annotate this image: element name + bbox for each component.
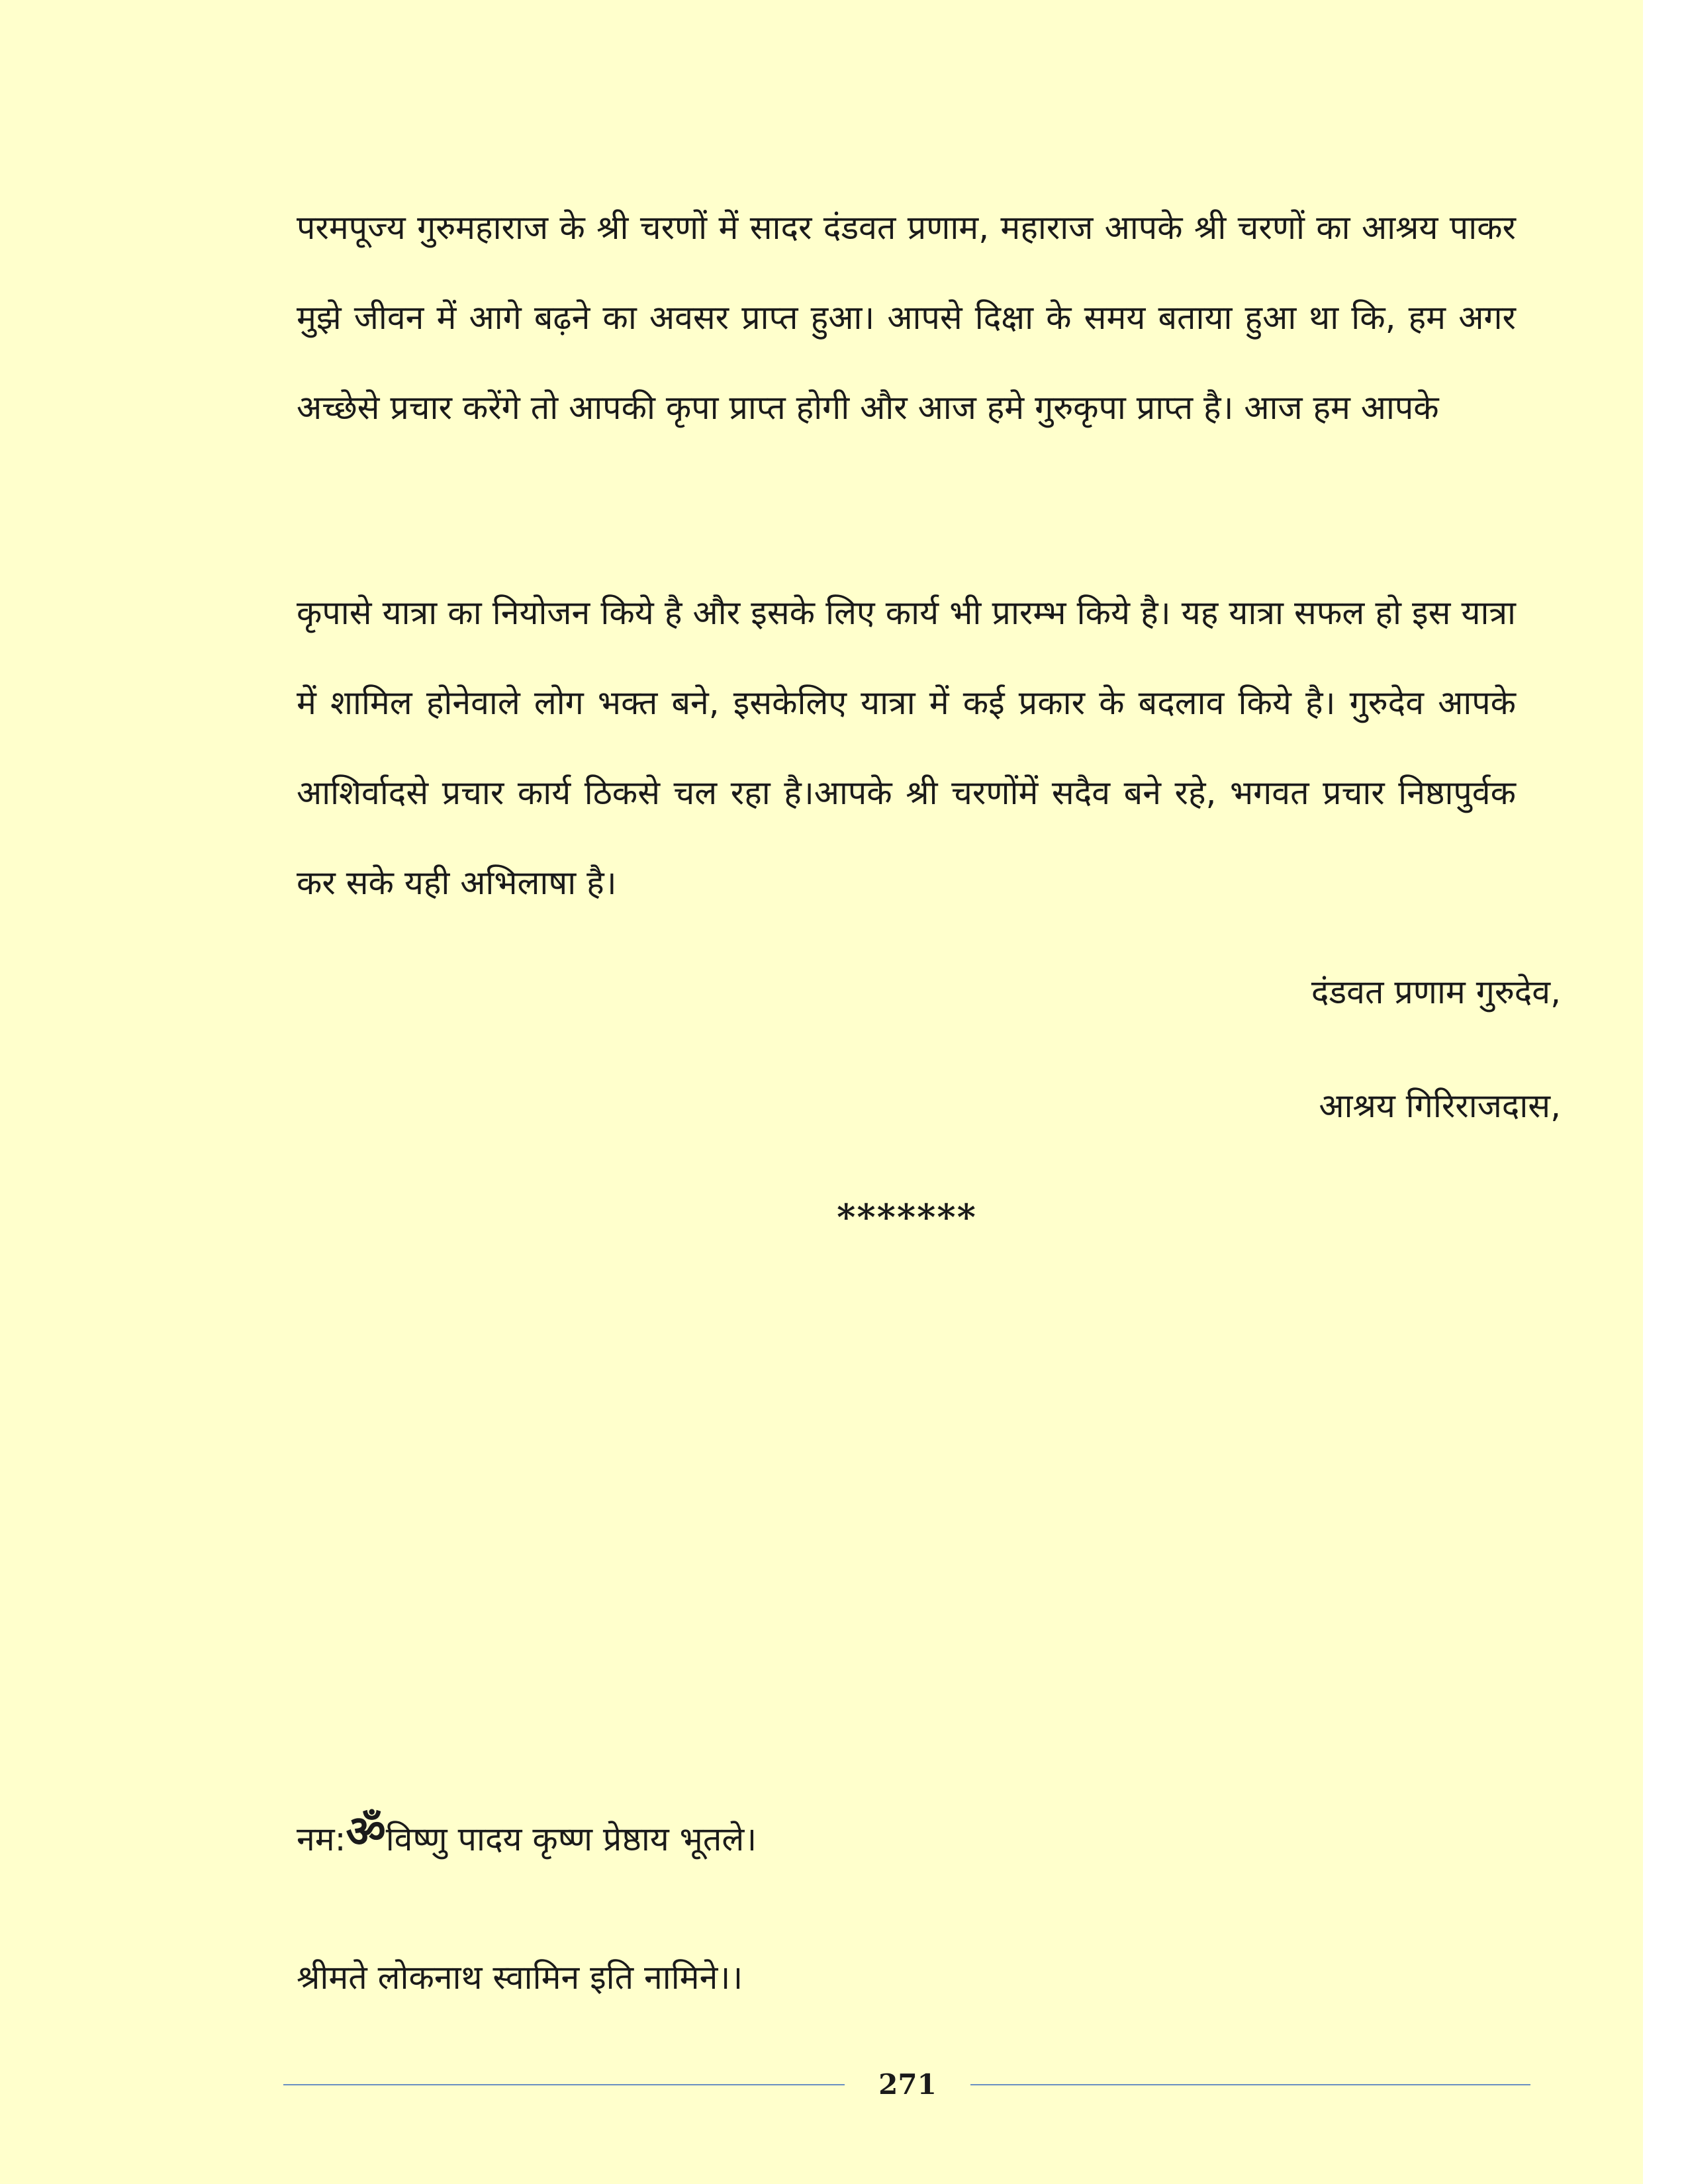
verse-line-1-text: विष्णु पादय कृष्ण प्रेष्ठाय भूतले।: [385, 1820, 757, 1858]
footer-rule-left: [283, 2084, 845, 2085]
verse-line-1-prefix: नम:: [297, 1820, 346, 1858]
letter-paragraph-1: परमपूज्य गुरुमहाराज के श्री चरणों में सादर दंडवत प्रणाम, महाराज आपके श्री चरणों का आश्रय पाकर मुझे जीवन में आगे बढ़ने का अवसर प्राप्त हुआ। आपसे दिक्षा के समय बताया हुआ था कि, हम अगर अच्छेसे प्रचार करेंगे तो आपकी कृपा प्राप्त होगी और आज हमे गुरुकृपा प्राप्त है। आज हम आपके: [297, 208, 1516, 427]
page-number: 271: [878, 2068, 937, 2101]
closing-salutation: दंडवत प्रणाम गुरुदेव,: [1311, 973, 1561, 1011]
letter-paragraph-2: कृपासे यात्रा का नियोजन किये है और इसके लिए कार्य भी प्रारम्भ किये है। यह यात्रा सफल हो इस यात्रा में शामिल होनेवाले लोग भक्त बने, इसकेलिए यात्रा में कई प्रकार के बदलाव किये है। गुरुदेव आपके आशिर्वादसे प्रचार कार्य ठिकसे चल रहा है।आपके श्री चरणोंमें सदैव बने रहे, भगवत प्रचार निष्ठापुर्वक कर सके यही अभिलाषा है।: [297, 594, 1516, 902]
page-margin-strip: [1643, 0, 1688, 2184]
footer-rule-right: [970, 2084, 1530, 2085]
verse-line-2: श्रीमते लोकनाथ स्वामिन इति नामिने।।: [297, 1958, 743, 1997]
section-separator: *******: [837, 1196, 977, 1238]
om-symbol: ॐ: [346, 1806, 386, 1857]
signature: आश्रय गिरिराजदास,: [1319, 1087, 1561, 1125]
verse-line-1: [297, 1805, 757, 1866]
